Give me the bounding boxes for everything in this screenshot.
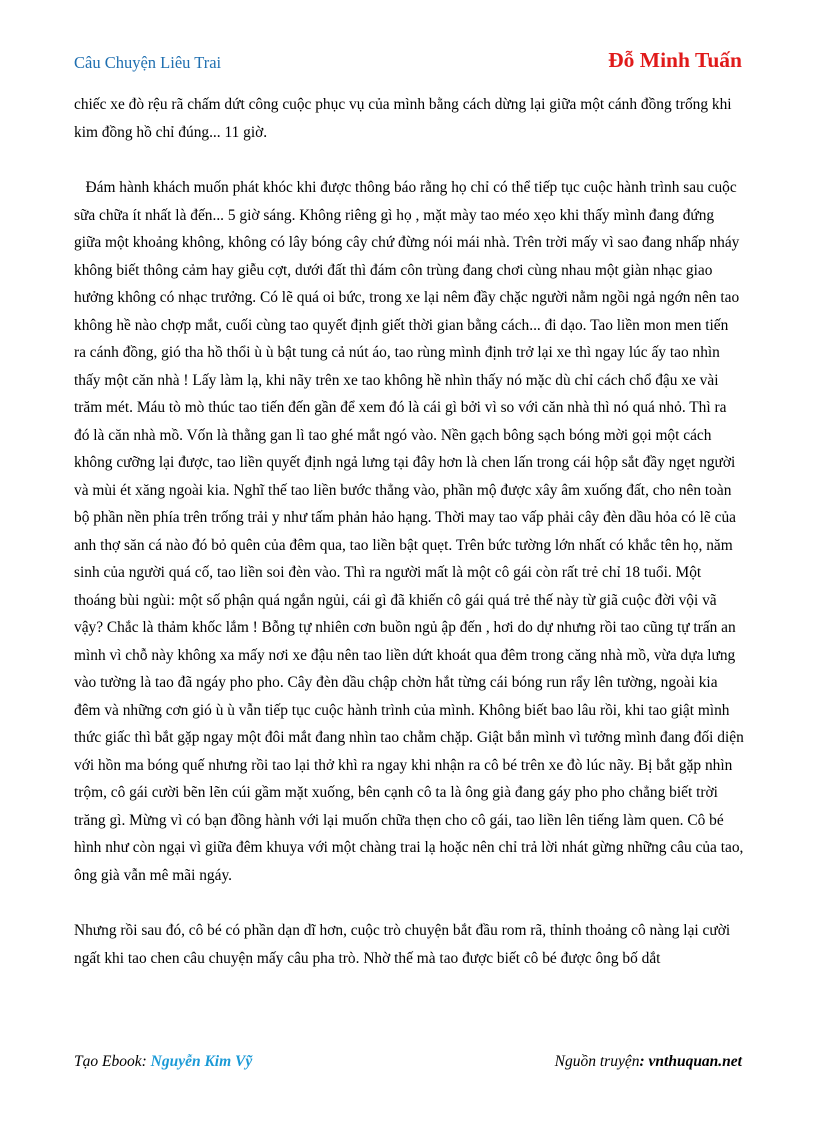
paragraph-continuation: chiếc xe đò rệu rã chấm dứt công cuộc phục vụ của mình bằng cách dừng lại giữa một cánh đồng trống khi kim đồng hồ chỉ đúng... 11 giờ.: [74, 96, 732, 141]
source-credit: [555, 1053, 742, 1071]
book-title: Câu Chuyện Liêu Trai: [74, 53, 222, 72]
author-name: Đỗ Minh Tuấn: [608, 48, 742, 72]
source-site: vnthuquan.net: [648, 1053, 742, 1070]
source-separator: :: [639, 1053, 649, 1070]
page-header: [74, 48, 742, 78]
source-label: Nguồn truyện: [554, 1053, 640, 1070]
ebook-credit: [74, 1053, 252, 1071]
ebook-separator: :: [141, 1053, 151, 1070]
paragraph-spacer: [74, 146, 744, 174]
paragraph-main: Đám hành khách muốn phát khóc khi được thông báo rằng họ chỉ có thể tiếp tục cuộc hành trình sau cuộc sữa chữa ít nhất là đến... 5 giờ sáng. Không riêng gì họ , mặt mày tao méo xẹo khi thấy mình đang đứng giữa một khoảng không, không có lây bóng cây chứ đừng nói mái nhà. Trên trời mấy vì sao đang nhấp nháy không biết thông cảm hay giễu cợt, dưới đất thì đám côn trùng đang chơi cùng nhau một giàn nhạc giao hưởng không có nhạc trưởng. Có lẽ quá oi bức, trong xe lại nêm đầy chặc người nằm ngồi ngả ngớn nên tao không hề nào chợp mắt, cuối cùng tao quyết định giết thời gian bằng cách... đi dạo. Tao liền mon men tiến ra cánh đồng, gió tha hồ thổi ù ù bật tung cả nút áo, tao rùng mình định trở lại xe thì ngay lúc ấy tao nhìn thấy một căn nhà ! Lấy làm lạ, khi nãy trên xe tao không hề nhìn thấy nó mặc dù chỉ cách chổ đậu xe vài trăm mét. Máu tò mò thúc tao tiến đến gần để xem đó là cái gì bởi vì so với căn nhà thì nó quá nhỏ. Thì ra đó là căn nhà mồ. Vốn là thằng gan lì tao ghé mắt ngó vào. Nền gạch bông sạch bóng mời gọi một cách không cưỡng lại được, tao liền quyết định ngả lưng tại đây hơn là chen lấn trong cái hộp sắt đầy ngẹt người và mùi ét xăng ngoài kia. Nghĩ thế tao liền bước thẳng vào, phần mộ được xây âm xuống đất, cho nên toàn bộ phần nền phía trên trống trải y như tấm phản hảo hạng. Thời may tao vấp phải cây đèn dầu hỏa có lẽ của anh thợ săn cá nào đó bỏ quên của đêm qua, tao liền bật quẹt. Trên bức tường lớn nhất có khắc tên họ, năm sinh của người quá cố, tao liền soi đèn vào. Thì ra người mất là một cô gái còn rất trẻ chỉ 18 tuổi. Một thoáng bùi ngùi: một số phận quá ngắn ngủi, cái gì đã khiến cô gái quá trẻ thế này từ giã cuộc đời vội vã vậy? Chắc là thảm khốc lắm ! Bỗng tự nhiên cơn buồn ngủ ập đến , hơi do dự nhưng rồi tao cũng tự trấn an mình vì chỗ này không xa mấy nơi xe đậu nên tao liền dứt khoát qua đêm trong căng nhà mồ, vừa dựa lưng vào tường là tao đã ngáy pho pho. Cây đèn dầu chập chờn hắt từng cái bóng run rẩy lên tường, ngoài kia đêm và những cơn gió ù ù vẫn tiếp tục cuộc hành trình của mình. Không biết bao lâu rồi, khi tao giật mình thức giấc thì bắt gặp ngay một đôi mắt đang nhìn tao chằm chặp. Giật bắn mình vì tưởng mình đang đối diện với hồn ma bóng quế nhưng rồi tao lại thở khì ra ngay khi nhận ra cô bé trên xe đò lúc nãy. Bị bắt gặp nhìn trộm, cô gái cười bẽn lẽn cúi gầm mặt xuống, bên cạnh cô ta là ông già đang gáy pho pho chẳng biết trời trăng gì. Mừng vì có bạn đồng hành với lại muốn chữa thẹn cho cô gái, tao liền lên tiếng làm quen. Cô bé hình như còn ngại vì giữa đêm khuya với một chàng trai lạ hoặc nên chỉ trả lời nhát gừng những câu của tao, ông già vẫn mê mãi ngáy.: [74, 179, 748, 884]
page-body: [74, 91, 748, 972]
page-footer: [74, 1053, 742, 1077]
paragraph-last: Nhưng rồi sau đó, cô bé có phần dạn dĩ hơn, cuộc trò chuyện bắt đầu rom rã, thỉnh thoảng cô nàng lại cười ngất khi tao chen câu chuyện mấy câu pha trò. Nhờ thế mà tao được biết cô bé được ông bố dắt: [74, 922, 731, 967]
paragraph-spacer: [74, 889, 744, 917]
ebook-label: Tạo Ebook: [74, 1053, 142, 1070]
ebook-creator: Nguyễn Kim Vỹ: [150, 1053, 253, 1070]
